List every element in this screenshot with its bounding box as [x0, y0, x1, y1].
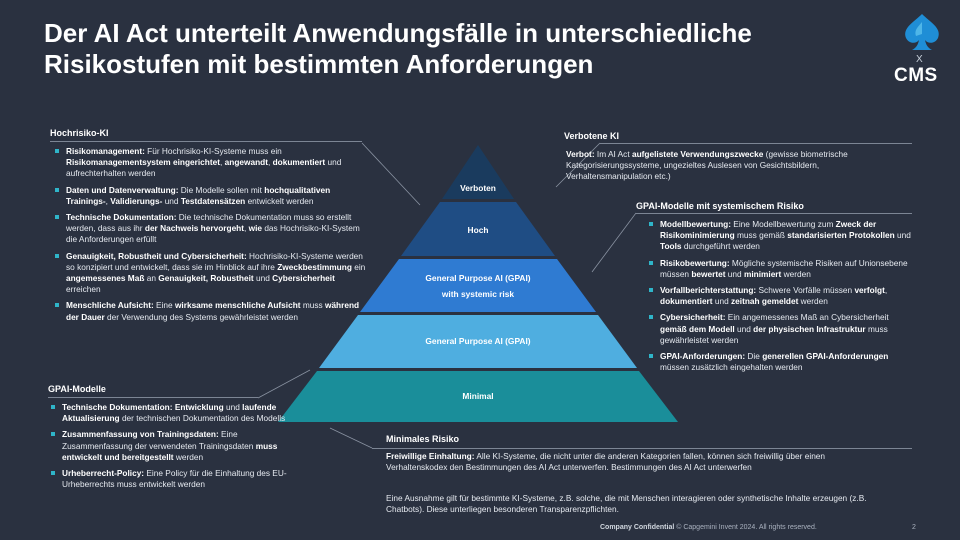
page-title-line-2: Risikostufen mit bestimmten Anforderungen — [44, 49, 594, 79]
list-item: Cybersicherheit: Ein angemessenes Maß an Cybersicherheit gemäß dem Modell und der physischen Infrastruktur muss gewährleistet werden — [646, 312, 916, 346]
list-item: Menschliche Aufsicht: Eine wirksame menschliche Aufsicht muss während der Dauer der Verwendung des Systems gewährleistet werden — [52, 300, 370, 322]
hochrisiko-title: Hochrisiko-KI — [50, 128, 109, 138]
list-item: Urheberrecht-Policy: Eine Policy für die Einhaltung des EU-Urheberrechts muss entwickelt werden — [48, 468, 288, 490]
page-number: 2 — [912, 524, 916, 531]
logo-separator: X — [916, 54, 923, 65]
minimal-text: Freiwillige Einhaltung: Alle KI-Systeme, die nicht unter die anderen Kategorien fallen, können sich freiwillig über einen Verhaltenskodex den Bestimmungen des AI Act unterwerfen. Bestimmungen des AI Act unterwerfen — [386, 451, 826, 473]
list-item: Technische Dokumentation: Die technische Dokumentation muss so erstellt werden, dass aus ihr der Nachweis hervorgeht, wie das Hochrisiko-KI-System die Anforderungen erfüllt — [52, 212, 370, 246]
systemisch-list — [646, 219, 916, 378]
pyramid-label-gpai: General Purpose AI (GPAI) — [425, 336, 531, 346]
pyramid-label-verboten: Verboten — [460, 183, 496, 193]
cms-logo-text: CMS — [894, 65, 938, 86]
gpai-list — [48, 402, 288, 495]
footer-confidential: Company Confidential © Capgemini Invent 2024. All rights reserved. — [600, 524, 817, 531]
list-item: Risikobewertung: Mögliche systemische Risiken auf Unionsebene müssen bewertet und minimiert werden — [646, 258, 916, 280]
page-title-line-1: Der AI Act unterteilt Anwendungsfälle in unterschiedliche — [44, 18, 752, 48]
gpai-title: GPAI-Modelle — [48, 384, 106, 394]
minimal-rule — [372, 448, 912, 449]
hochrisiko-list — [52, 146, 370, 328]
verboten-title: Verbotene KI — [564, 131, 620, 141]
list-item: Genauigkeit, Robustheit und Cybersicherheit: Hochrisiko-KI-Systeme werden so konzipiert und entwickelt, dass sie im Hinblick auf ihre Zweckbestimmung ein angemessenes Maß an Genauigkeit, Robustheit und Cybersicherheit erreichen — [52, 251, 370, 296]
list-item: Vorfallberichterstattung: Schwere Vorfälle müssen verfolgt, dokumentiert und zeitnah gemeldet werden — [646, 285, 916, 307]
pyramid-label-gpai-systemic-line-1: General Purpose AI (GPAI) — [425, 273, 531, 283]
systemisch-rule — [636, 213, 912, 214]
systemisch-title: GPAI-Modelle mit systemischem Risiko — [636, 201, 804, 211]
pyramid-label-minimal: Minimal — [462, 391, 494, 401]
list-item: Technische Dokumentation: Entwicklung und laufende Aktualisierung der technischen Dokumentation des Modells — [48, 402, 288, 424]
pyramid-label-gpai-systemic — [378, 272, 578, 300]
minimal-exception-text: Eine Ausnahme gilt für bestimmte KI-Systeme, z.B. solche, die mit Menschen interagieren oder synthetische Inhalte erzeugen (z.B. Chatbots). Diese unterliegen besonderen Transparenzpflichten. — [386, 493, 867, 515]
list-item: Modellbewertung: Eine Modellbewertung zum Zweck der Risikominimierung muss gemäß standarisierten Protokollen und Tools durchgeführt werden — [646, 219, 916, 253]
verboten-rule — [600, 143, 912, 144]
list-item: Daten und Datenverwaltung: Die Modelle sollen mit hochqualitativen Trainings-, Validierungs- und Testdatensätzen entwickelt werden — [52, 185, 370, 207]
pyramid-label-hoch: Hoch — [467, 225, 489, 235]
pyramid-label-gpai-systemic-line-2: with systemic risk — [441, 289, 515, 299]
list-item: Zusammenfassung von Trainingsdaten: Eine Zusammenfassung der verwendeten Trainingsdaten muss entwickelt und bereitgestellt werden — [48, 429, 288, 463]
minimal-title: Minimales Risiko — [386, 434, 460, 444]
verboten-text: Verbot: Im AI Act aufgelistete Verwendungszwecke (gewisse biometrische Kategorisierungssysteme, ungezieltes Auslesen von Gesichtsbildern, Verhaltensmanipulation etc.) — [566, 149, 848, 182]
gpai-rule — [48, 397, 258, 398]
list-item: Risikomanagement: Für Hochrisiko-KI-Systeme muss ein Risikomanagementsystem eingerichtet, angewandt, dokumentiert und aufrechterhalten werden — [52, 146, 370, 180]
list-item: GPAI-Anforderungen: Die generellen GPAI-Anforderungen müssen zusätzlich eingehalten werden — [646, 351, 916, 373]
hochrisiko-rule — [50, 141, 362, 142]
